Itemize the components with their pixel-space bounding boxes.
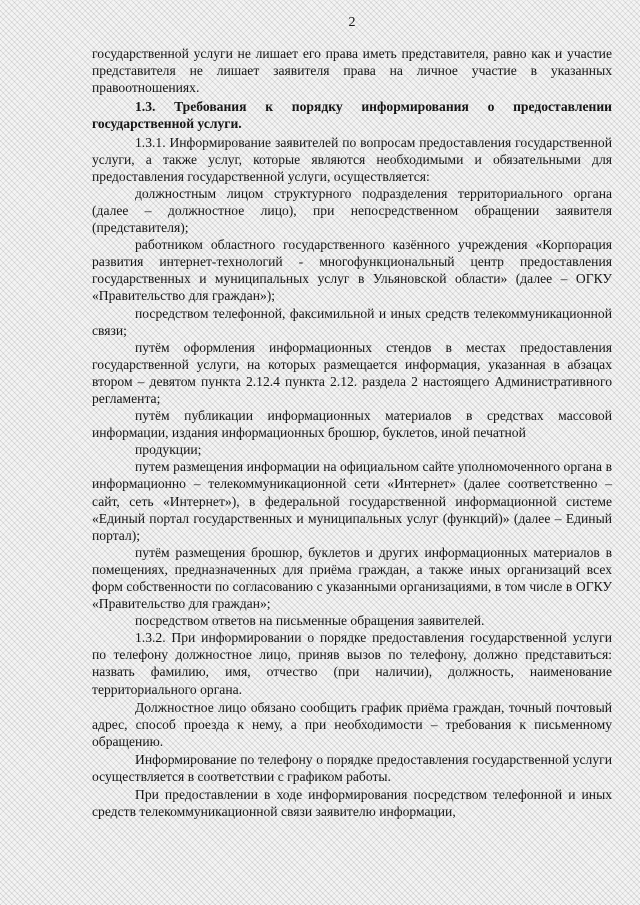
paragraph-brochures: путём размещения брошюр, буклетов и других информационных материалов в помещениях, предназначенных для приёма граждан, а также иных организаций всех форм собственности по согласованию с указанными организациями, в том числе в ОГКУ «Правительство для граждан»;: [92, 544, 612, 612]
paragraph-1-3-1: 1.3.1. Информирование заявителей по вопросам предоставления государственной услуги, а также услуг, которые являются необходимыми и обязательными для предоставления государственной услуги, осуществляется:: [92, 134, 612, 184]
paragraph-schedule-info: Должностное лицо обязано сообщить график приёма граждан, точный почтовый адрес, способ проезда к нему, а при необходимости – требования к письменному обращению.: [92, 699, 612, 749]
paragraph-media-publications: путём публикации информационных материалов в средствах массовой информации, издания информационных брошюр, буклетов, иной печатной: [92, 408, 612, 441]
paragraph-info-stands: путём оформления информационных стендов в местах предоставления государственной услуги, на которых размещается информация, указанная в абзацах втором – девятом пункта 2.12.4 пункта 2.12. раздела 2 настоящего Административного регламента;: [92, 339, 612, 406]
paragraph-1-3-2: 1.3.2. При информировании о порядке предоставления государственной услуги по телефону должностное лицо, приняв вызов по телефону, должно представиться: назвать фамилию, имя, отчество (при наличии), должность, наименование территориального органа.: [92, 630, 612, 697]
paragraph-official-person: должностным лицом структурного подразделения территориального органа (далее – должностное лицо), при непосредственном обращении заявителя (представителя);: [92, 185, 612, 236]
paragraph-ogku-worker: работником областного государственного казённого учреждения «Корпорация развития интернет-технологий - многофункциональный центр предоставления государственных и муниципальных услуг в Ульяновской области» (далее – ОГКУ «Правительство для граждан»);: [92, 237, 612, 304]
paragraph-website: путем размещения информации на официальном сайте уполномоченного органа в информационно – телекоммуникационной сети «Интернет» (далее соответственно – сайт, сеть «Интернет»), в федеральной государственной информационной системе «Единый портал государственных и муниципальных услуг (функций)» (далее – Единый портал);: [92, 459, 612, 543]
paragraph-products: продукции;: [135, 442, 202, 458]
paragraph-written-requests: посредством ответов на письменные обращения заявителей.: [135, 613, 485, 629]
page-number: 2: [348, 15, 356, 30]
section-heading-1-3: 1.3. Требования к порядку информирования о предоставлении государственной услуги.: [92, 99, 612, 132]
paragraph-telecom-info: При предоставлении в ходе информирования посредством телефонной и иных средств телекоммуникационной связи заявителю информации,: [92, 787, 612, 820]
paragraph-phone-schedule: Информирование по телефону о порядке предоставления государственной услуги осуществляется в соответствии с графиком работы.: [92, 751, 612, 785]
paragraph-representative-rights: государственной услуги не лишает его права иметь представителя, равно как и участие представителя не лишает заявителя права на личное участие в указанных правоотношениях.: [92, 46, 612, 96]
document-page: [92, 14, 612, 820]
paragraph-telecom: посредством телефонной, факсимильной и иных средств телекоммуникационной связи;: [92, 305, 612, 338]
